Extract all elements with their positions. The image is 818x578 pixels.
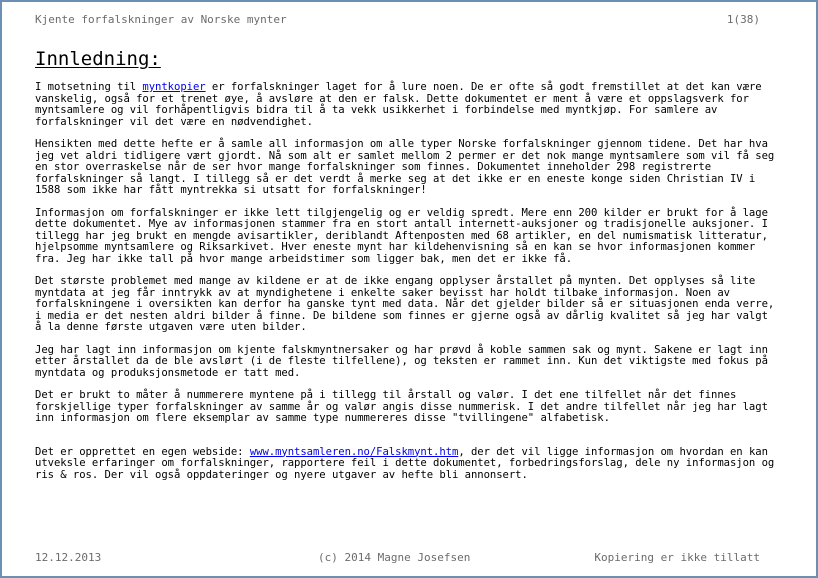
paragraph-3: Informasjon om forfalskninger er ikke lett tilgjengelig og er veldig spredt. Mere enn 200 kilder er brukt for å lage dette dokumentet. Mye av informasjonen stammer fra en stort antall internett-auksjoner og tradisjonelle auksjoner. I tillegg har jeg brukt en mengde avisartikler, deriblandt Aftenposten med 68 artikler, en del numismatisk litteratur, hjelpsomme myntsamlere og Riksarkivet. Hver eneste mynt har kildehenvisning så en kan se hvor informasjonen kommer fra. Jeg har ikke tall på hvor mange arbeidstimer som ligger bak, men det er ikke få. — [35, 206, 768, 265]
document-body — [35, 82, 780, 492]
paragraph-7-post: , der det vil ligge informasjon om hvordan en kan utveksle erfaringer om forfalskninger, rapportere feil i dette dokumentet, forbedringsforslag, dele ny informasjon og ris & ros. Der vil også oppdateringer og nyere utgaver av hefte bli annonsert. — [35, 445, 775, 481]
paragraph-7-pre: Det er opprettet en egen webside: — [35, 445, 250, 458]
myntkopier-link[interactable]: myntkopier — [142, 81, 206, 93]
page-number: 1(38) — [726, 13, 760, 26]
paragraph-6: Det er brukt to måter å nummerere myntene på i tillegg til årstall og valør. I det ene tilfellet når det finnes forskjellige typer forfalskninger av samme år og valør angis disse nummerisk. I det andre tilfellet når jeg har lagt inn informasjon om flere eksemplar av samme type nummereres disse "tvillingene" alfabetisk. — [35, 389, 768, 424]
paragraph-2: Hensikten med dette hefte er å samle all informasjon om alle typer Norske forfalskninger gjennom tidene. Det har hva jeg vet aldri tidligere vært gjordt. Nå som alt er samlet mellom 2 permer er det nok mange myntsamlere som vil få seg en stor overraskelse når de ser hvor mange forfalskninger som finnes. Dokumentet inneholder 298 registrerte forfalskninger så langt. I tillegg så er det verdt å merke seg at det ikke er en eneste konge siden Christian IV i 1588 som ikke har fått myntrekka si utsatt for forfalskninger! — [35, 138, 775, 196]
paragraph-1-post: er forfalskninger laget for å lure noen. De er ofte så godt fremstillet at det kan være vanskelig, også for et trenet øye, å avsløre at den er falsk. Dette dokumentet er ment å være et oppslagsverk for myntsamlere og vil forhåpentligvis bidra til å ta vekk usikkerhet i forbindelse med myntkjøp. For samlere av forfalskninger vil det være en nødvendighet. — [35, 81, 762, 128]
page-header — [35, 13, 760, 26]
footer-notice: Kopiering er ikke tillatt — [594, 551, 760, 564]
paragraph-7 — [35, 447, 780, 482]
website-link[interactable]: www.myntsamleren.no/Falskmynt.htm — [249, 445, 459, 458]
paragraph-5: Jeg har lagt inn informasjon om kjente falskmyntnersaker og har prøvd å koble sammen sak og mynt. Sakene er lagt inn etter årstallet da de ble avslørt (i de fleste tilfellene), og teksten er rammet inn. Kun det viktigste med fokus på myntdata og produksjonsmetode er tatt med. — [35, 343, 768, 379]
paragraph-1 — [35, 82, 780, 128]
paragraph-1-pre: I motsetning til — [35, 81, 143, 93]
footer-copyright: (c) 2014 Magne Josefsen — [318, 551, 471, 564]
header-title: Kjente forfalskninger av Norske mynter — [35, 13, 287, 26]
page-footer — [35, 551, 760, 564]
page-title: Innledning: — [35, 48, 161, 70]
footer-date: 12.12.2013 — [35, 551, 102, 564]
paragraph-4: Det største problemet med mange av kildene er at de ikke engang opplyser årstallet på mynten. Det opplyses så lite myntdata at jeg får inntrykk av at myndighetene i enkelte saker bevisst har holdt tilbake informasjon. Noen av forfalskningene i oversikten kan derfor ha ganske tynt med data. Når det gjelder bilder så er situasjonen enda verre, i media er det nesten aldri bilder å finne. De bildene som finnes er gjerne også av dårlig kvalitet så jeg har valgt å la denne første utgaven være uten bilder. — [35, 275, 775, 333]
